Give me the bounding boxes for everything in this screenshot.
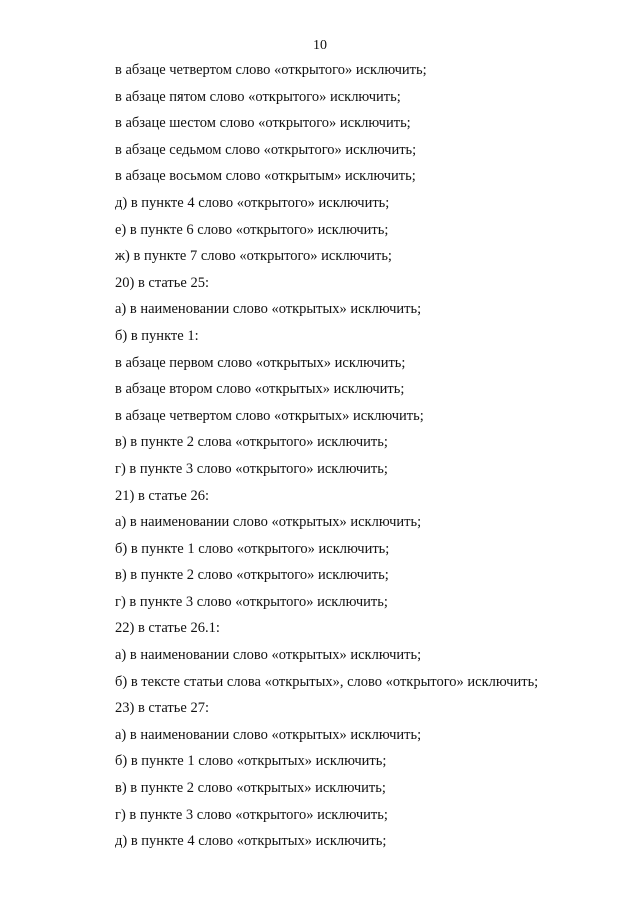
text-line: г) в пункте 3 слово «открытого» исключить; xyxy=(115,806,388,823)
text-line: в) в пункте 2 слово «открытого» исключить; xyxy=(115,567,389,584)
text-line: б) в пункте 1 слово «открытых» исключить; xyxy=(115,753,387,770)
text-line: б) в пункте 1 слово «открытого» исключить; xyxy=(115,540,390,557)
text-line: б) в пункте 1: xyxy=(115,327,199,344)
article-heading: 23) в статье 27: xyxy=(115,700,209,717)
article-heading: 21) в статье 26: xyxy=(115,487,209,504)
text-line: в абзаце шестом слово «открытого» исключить; xyxy=(115,115,411,132)
text-line: ж) в пункте 7 слово «открытого» исключить; xyxy=(115,248,392,265)
text-line: в) в пункте 2 слово «открытых» исключить; xyxy=(115,780,386,797)
page-number: 10 xyxy=(313,38,327,53)
text-line: в абзаце пятом слово «открытого» исключить; xyxy=(115,88,401,105)
text-line: д) в пункте 4 слово «открытых» исключить; xyxy=(115,833,387,850)
text-line: в абзаце четвертом слово «открытых» исключить; xyxy=(115,407,424,424)
amendment-list xyxy=(115,60,538,858)
text-line: а) в наименовании слово «открытых» исключить; xyxy=(115,726,422,743)
text-line: д) в пункте 4 слово «открытого» исключить; xyxy=(115,194,390,211)
text-line: а) в наименовании слово «открытых» исключить; xyxy=(115,301,422,318)
text-line: в абзаце восьмом слово «открытым» исключить; xyxy=(115,168,416,185)
text-line: а) в наименовании слово «открытых» исключить; xyxy=(115,647,422,664)
text-line: в абзаце четвертом слово «открытого» исключить; xyxy=(115,62,427,78)
text-line: е) в пункте 6 слово «открытого» исключить; xyxy=(115,221,389,238)
text-line: в абзаце первом слово «открытых» исключить; xyxy=(115,354,406,371)
text-line: в абзаце втором слово «открытых» исключить; xyxy=(115,381,405,398)
text-line: б) в тексте статьи слова «открытых», слово «открытого» исключить; xyxy=(115,673,539,690)
text-line: г) в пункте 3 слово «открытого» исключить; xyxy=(115,460,388,477)
article-heading: 22) в статье 26.1: xyxy=(115,620,220,637)
article-heading: 20) в статье 25: xyxy=(115,274,209,291)
text-line: в абзаце седьмом слово «открытого» исключить; xyxy=(115,141,417,158)
text-line: г) в пункте 3 слово «открытого» исключить; xyxy=(115,593,388,610)
text-line: в) в пункте 2 слова «открытого» исключить; xyxy=(115,434,388,451)
text-line: а) в наименовании слово «открытых» исключить; xyxy=(115,514,422,531)
